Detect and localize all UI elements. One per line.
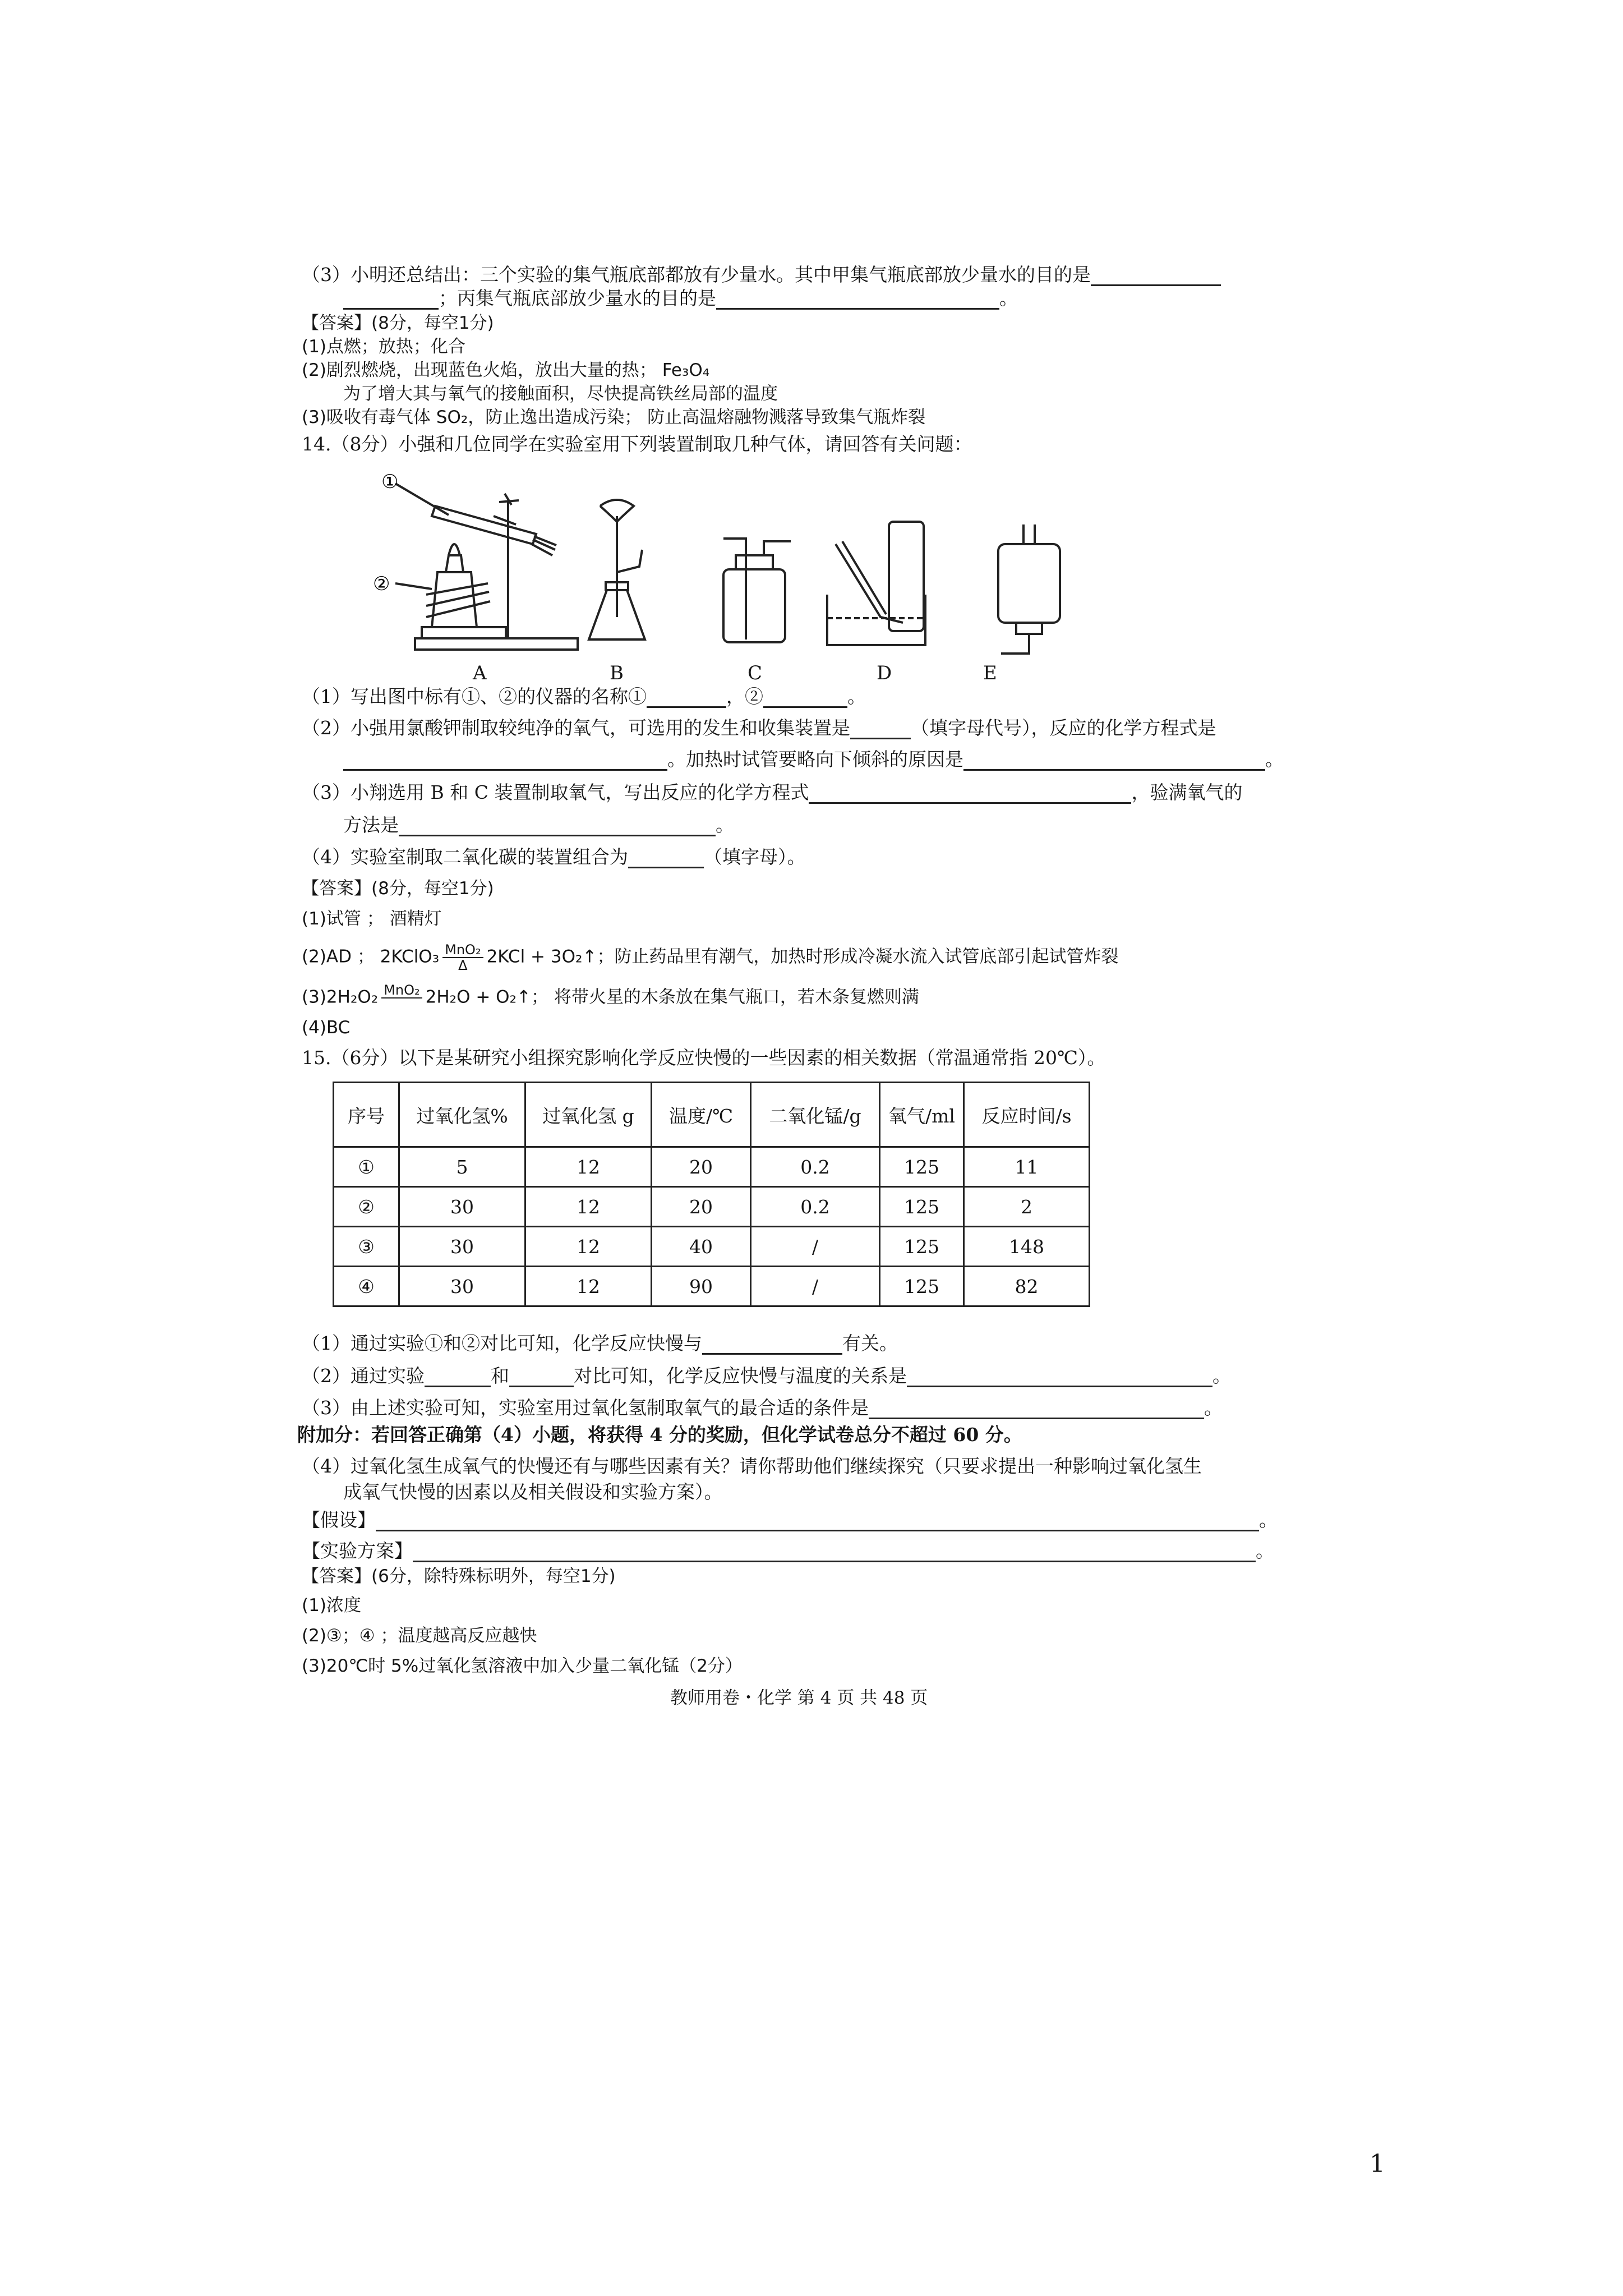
table-cell: /	[751, 1227, 880, 1267]
answer-blank[interactable]	[1091, 266, 1221, 286]
answer-blank[interactable]	[509, 1368, 574, 1387]
experiment-plan-line: 【实验方案】 。	[302, 1540, 1274, 1562]
table-cell: /	[751, 1267, 880, 1306]
table-cell: 0.2	[751, 1187, 880, 1227]
table-cell: 2	[964, 1187, 1090, 1227]
label-a: A	[473, 662, 487, 684]
label-b: B	[610, 662, 624, 684]
answer-blank[interactable]	[963, 751, 1265, 771]
q14-part4: （4）实验室制取二氧化碳的装置组合为 （填字母）。	[302, 846, 806, 868]
reaction-condition: $\frac{\text{MnO₂}}{\Delta}$	[442, 942, 483, 973]
apparatus-a	[395, 484, 578, 650]
q14-answer-1: (1)试管 ； 酒精灯	[302, 909, 442, 929]
q15-answer-2: (2)③；④ ；温度越高反应越快	[302, 1626, 537, 1646]
q13-answer-2b: 为了增大其与氧气的接触面积，尽快提高铁丝局部的温度	[343, 384, 778, 404]
q15-part1: （1）通过实验①和②对比可知，化学反应快慢与 有关。	[302, 1332, 898, 1354]
table-cell: 0.2	[751, 1147, 880, 1187]
table-row	[334, 1187, 1090, 1227]
q14-answer-header: 【答案】(8分，每空1分)	[302, 878, 494, 899]
q14-part3: （3）小翔选用 B 和 C 装置制取氧气，写出反应的化学方程式 ，验满氧气的	[302, 781, 1243, 803]
table-row	[334, 1147, 1090, 1187]
answer-blank[interactable]	[343, 290, 439, 310]
q15-part2: （2）通过实验 和 对比可知，化学反应快慢与温度的关系是 。	[302, 1365, 1231, 1387]
table-cell: 82	[964, 1267, 1090, 1306]
table-header-cell: 温度/℃	[652, 1083, 751, 1147]
table-cell: 40	[652, 1227, 751, 1267]
table-cell: 11	[964, 1147, 1090, 1187]
q15-part4b: 成氧气快慢的因素以及相关假设和实验方案）。	[343, 1481, 723, 1503]
table-cell: ①	[334, 1147, 399, 1187]
q15-part3: （3）由上述实验可知，实验室用过氧化氢制取氧气的最合适的条件是 。	[302, 1397, 1223, 1419]
q13-part3-line1: （3）小明还总结出：三个实验的集气瓶底部都放有少量水。其中甲集气瓶底部放少量水的目的是	[302, 264, 1221, 286]
q13-answer-1: (1)点燃；放热；化合	[302, 337, 465, 357]
table-cell: ④	[334, 1267, 399, 1306]
page-footer: 教师用卷・化学 第 4 页 共 48 页	[670, 1688, 928, 1708]
table-header-cell: 过氧化氢%	[399, 1083, 525, 1147]
answer-blank[interactable]	[850, 720, 911, 739]
q13-answer-header: 【答案】(8分，每空1分)	[302, 313, 494, 333]
table-cell: 30	[399, 1267, 525, 1306]
q14-answer-3: (3)2H₂O₂ MnO₂ 2H₂O + O₂↑； 将带火星的木条放在集气瓶口，若木条复燃则满	[302, 983, 919, 1013]
answer-blank[interactable]	[343, 751, 667, 771]
q14-part2: （2）小强用氯酸钾制取较纯净的氧气，可选用的发生和收集装置是 （填字母代号），反应的化学方程式是	[302, 717, 1216, 739]
table-cell: 125	[880, 1227, 964, 1267]
answer-blank[interactable]	[628, 849, 704, 868]
answer-blank[interactable]	[809, 784, 1131, 804]
table-cell: 12	[525, 1267, 652, 1306]
table-header-cell: 二氧化锰/g	[751, 1083, 880, 1147]
mark-2: ②	[373, 573, 390, 595]
answer-blank[interactable]	[869, 1400, 1204, 1419]
table-cell: ②	[334, 1187, 399, 1227]
table-cell: 20	[652, 1187, 751, 1227]
q14-part3b: 方法是 。	[343, 814, 734, 836]
bonus-note: 附加分：若回答正确第（4）小题，将获得 4 分的奖励，但化学试卷总分不超过 60 分。	[297, 1424, 1022, 1446]
table-header-cell: 序号	[334, 1083, 399, 1147]
q15-answer-header: 【答案】(6分，除特殊标明外，每空1分)	[302, 1566, 616, 1586]
answer-blank[interactable]	[399, 817, 716, 836]
table-cell: ③	[334, 1227, 399, 1267]
table-cell: 20	[652, 1147, 751, 1187]
answer-blank[interactable]	[647, 688, 726, 708]
q13-answer-3: (3)吸收有毒气体 SO₂，防止逸出造成污染； 防止高温熔融物溅落导致集气瓶炸裂	[302, 407, 926, 427]
table-cell: 12	[525, 1147, 652, 1187]
q13-answer-2: (2)剧烈燃烧，出现蓝色火焰，放出大量的热； Fe₃O₄	[302, 360, 710, 380]
mark-1: ①	[381, 471, 399, 493]
table-cell: 12	[525, 1227, 652, 1267]
label-e: E	[983, 662, 997, 684]
answer-blank[interactable]	[425, 1368, 491, 1387]
q15-answer-3: (3)20℃时 5%过氧化氢溶液中加入少量二氧化锰（2分）	[302, 1656, 743, 1676]
q14-title: 14.（8分）小强和几位同学在实验室用下列装置制取几种气体，请回答有关问题：	[302, 433, 972, 455]
reaction-condition: MnO₂	[381, 983, 422, 1013]
q13-part3-line2: ；丙集气瓶底部放少量水的目的是 。	[343, 287, 1018, 310]
apparatus-b	[589, 500, 645, 639]
table-cell: 30	[399, 1187, 525, 1227]
label-d: D	[877, 662, 892, 684]
lab-apparatus-diagram	[365, 471, 1088, 662]
answer-blank[interactable]	[413, 1543, 1256, 1562]
table-header-cell: 反应时间/s	[964, 1083, 1090, 1147]
q14-answer-4: (4)BC	[302, 1018, 351, 1038]
page-number: 1	[1370, 2150, 1385, 2178]
answer-blank[interactable]	[907, 1368, 1212, 1387]
table-header-cell: 氧气/ml	[880, 1083, 964, 1147]
answer-blank[interactable]	[763, 688, 847, 708]
q15-part4: （4）过氧化氢生成氧气的快慢还有与哪些因素有关？请你帮助他们继续探究（只要求提出一种影响过氧化氢生	[302, 1455, 1202, 1477]
table-header-row	[334, 1083, 1090, 1147]
answer-blank[interactable]	[702, 1335, 842, 1355]
table-row	[334, 1227, 1090, 1267]
q14-part1: （1）写出图中标有①、②的仪器的名称① ，② 。	[302, 685, 866, 707]
q15-title: 15.（6分）以下是某研究小组探究影响化学反应快慢的一些因素的相关数据（常温通常指 20℃）。	[302, 1047, 1106, 1069]
q14-part2b: 。加热时试管要略向下倾斜的原因是 。	[343, 748, 1284, 771]
data-table	[333, 1082, 1090, 1307]
apparatus-e	[998, 524, 1060, 654]
q15-answer-1: (1)浓度	[302, 1595, 361, 1616]
table-cell: 12	[525, 1187, 652, 1227]
hypothesis-line: 【假设】 。	[302, 1509, 1278, 1531]
table-cell: 30	[399, 1227, 525, 1267]
apparatus-d	[827, 522, 925, 645]
q14-answer-2: (2)AD ； 2KClO₃ $\frac{\text{MnO₂}}{\Delta}$ 2KCl + 3O₂↑；防止药品里有潮气，加热时形成冷凝水流入试管底部引起试管炸裂	[302, 942, 1119, 973]
table-cell: 90	[652, 1267, 751, 1306]
apparatus-c	[723, 539, 791, 642]
table-cell: 125	[880, 1147, 964, 1187]
answer-blank[interactable]	[716, 290, 999, 310]
table-cell: 125	[880, 1187, 964, 1227]
label-c: C	[748, 662, 763, 684]
table-cell: 5	[399, 1147, 525, 1187]
answer-blank[interactable]	[376, 1512, 1259, 1531]
table-cell: 125	[880, 1267, 964, 1306]
table-cell: 148	[964, 1227, 1090, 1267]
table-row	[334, 1267, 1090, 1306]
table-header-cell: 过氧化氢 g	[525, 1083, 652, 1147]
